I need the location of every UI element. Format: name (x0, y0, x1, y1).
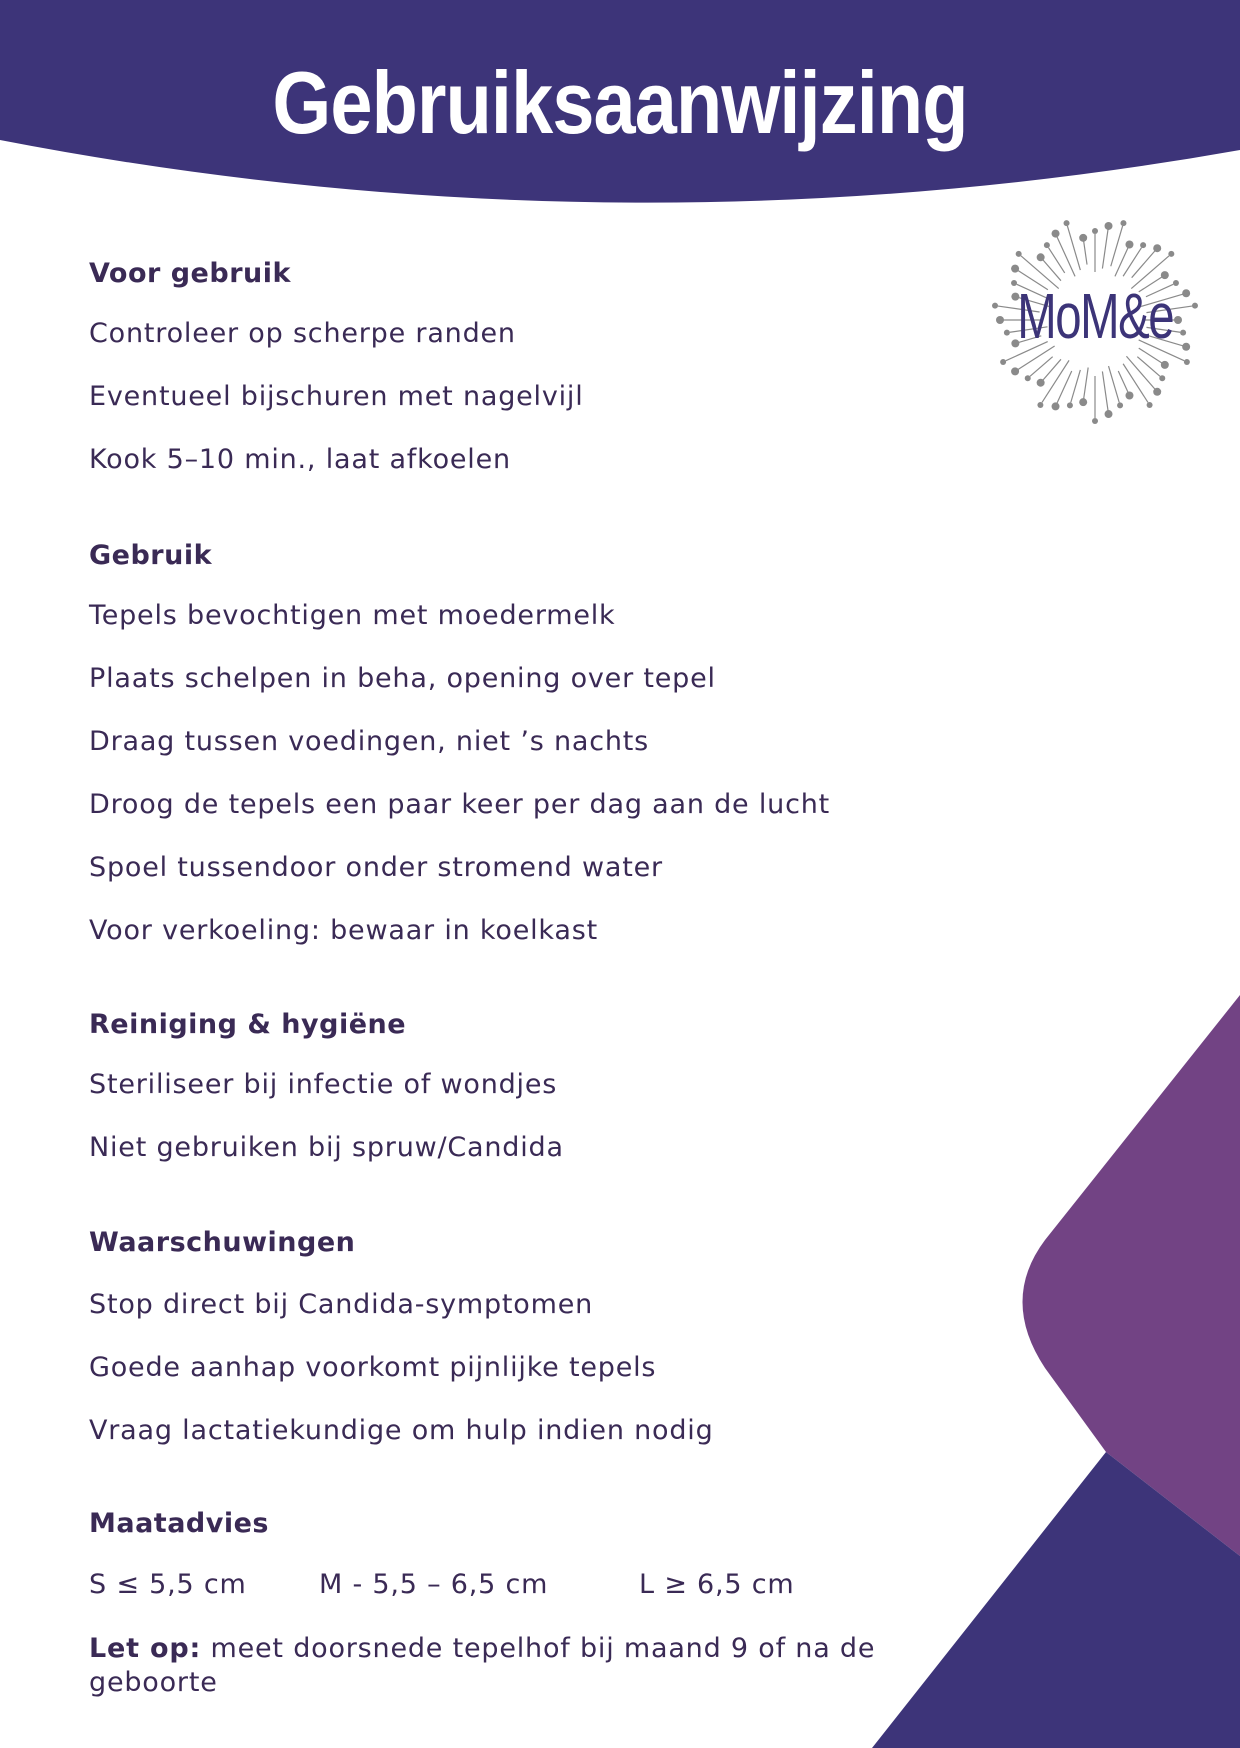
logo-dot (1159, 375, 1165, 381)
logo-dot (1037, 379, 1045, 387)
list-item: Controleer op scherpe randen (89, 318, 516, 349)
list-item: Vraag lactatiekundige om hulp indien nodig (89, 1415, 714, 1446)
brand-logo (990, 215, 1200, 425)
list-item: Steriliseer bij infectie of wondjes (89, 1069, 558, 1100)
size-s: S ≤ 5,5 cm (89, 1569, 247, 1600)
logo-dot (1153, 244, 1161, 252)
logo-dot (1092, 418, 1098, 424)
logo-dot (996, 316, 1004, 324)
logo-dot (1180, 330, 1186, 336)
logo-dot (1064, 220, 1070, 226)
logo-dot (1011, 367, 1019, 375)
logo-dot (1011, 280, 1017, 286)
logo-ray (1084, 241, 1087, 265)
logo-ray (1132, 250, 1156, 277)
logo-ray (1102, 229, 1108, 269)
logo-dot (1173, 280, 1179, 286)
logo-ray (1102, 371, 1108, 411)
logo-dot (1125, 391, 1133, 399)
logo-dot (1016, 251, 1022, 257)
size-note (89, 1632, 1009, 1700)
logo-dot (1025, 375, 1031, 381)
size-chart (89, 1569, 795, 1600)
logo-dot (1161, 361, 1169, 369)
logo-ray (1109, 366, 1120, 402)
logo-dot (1052, 402, 1060, 410)
logo-dot (1105, 222, 1113, 230)
logo-ray (1126, 356, 1155, 389)
list-item: Niet gebruiken bij spruw/Candida (89, 1132, 564, 1163)
logo-dot (1182, 289, 1190, 297)
logo-dot (1184, 359, 1190, 365)
logo-ray (1118, 371, 1128, 393)
logo-dot (1120, 220, 1126, 226)
page-title: Gebruiksaanwijzing (272, 53, 968, 152)
heading-maatadvies: Maatadvies (89, 1508, 269, 1539)
logo-dot (1168, 251, 1174, 257)
size-m: M - 5,5 – 6,5 cm (319, 1569, 549, 1600)
logo-dot (1079, 234, 1087, 242)
list-item: Tepels bevochtigen met moedermelk (89, 600, 616, 631)
list-item: Eventueel bijschuren met nagelvijl (89, 381, 584, 412)
heading-waarschuwingen: Waarschuwingen (89, 1227, 356, 1258)
logo-dot (1153, 388, 1161, 396)
logo-ray (1071, 370, 1081, 403)
list-item: Draag tussen voedingen, niet ’s nachts (89, 726, 650, 757)
logo-dot (1004, 330, 1010, 336)
logo-dot (1140, 242, 1146, 248)
logo-text: MoM&e (1017, 280, 1174, 352)
logo-dot (1117, 402, 1123, 408)
list-item: Voor verkoeling: bewaar in koelkast (89, 915, 598, 946)
heading-gebruik: Gebruik (89, 540, 213, 571)
logo-ray (1111, 226, 1123, 266)
logo-dot (1079, 398, 1087, 406)
logo-dot (1011, 265, 1019, 273)
logo-ray (1042, 360, 1069, 402)
logo-ray (1084, 368, 1089, 400)
logo-dot (1067, 402, 1073, 408)
note-label: Let op: (89, 1633, 202, 1664)
logo-dot (1192, 303, 1198, 309)
heading-reiniging: Reiniging & hygiëne (89, 1009, 407, 1040)
list-item: Goede aanhap voorkomt pijnlijke tepels (89, 1352, 657, 1383)
logo-dot (1105, 410, 1113, 418)
size-l: L ≥ 6,5 cm (639, 1569, 795, 1600)
logo-dot (1182, 343, 1190, 351)
logo-dot (1044, 242, 1050, 248)
logo-dot (1000, 359, 1006, 365)
logo-dot (1037, 402, 1043, 408)
logo-dot (1037, 253, 1045, 261)
list-item: Spoel tussendoor onder stromend water (89, 852, 663, 883)
logo-dot (1161, 271, 1169, 279)
list-item: Kook 5–10 min., laat afkoelen (89, 444, 511, 475)
list-item: Stop direct bij Candida-symptomen (89, 1289, 594, 1320)
heading-voor-gebruik: Voor gebruik (89, 258, 291, 289)
list-item: Plaats schelpen in beha, opening over tepel (89, 663, 716, 694)
logo-dot (1147, 402, 1153, 408)
logo-dot (1125, 241, 1133, 249)
logo-dot (1052, 230, 1060, 238)
logo-dot (1174, 316, 1182, 324)
list-item: Droog de tepels een paar keer per dag aan de lucht (89, 789, 831, 820)
note-text: meet doorsnede tepelhof bij maand 9 of na de geboorte (89, 1633, 876, 1698)
logo-dot (992, 303, 998, 309)
logo-dot (1092, 228, 1098, 234)
